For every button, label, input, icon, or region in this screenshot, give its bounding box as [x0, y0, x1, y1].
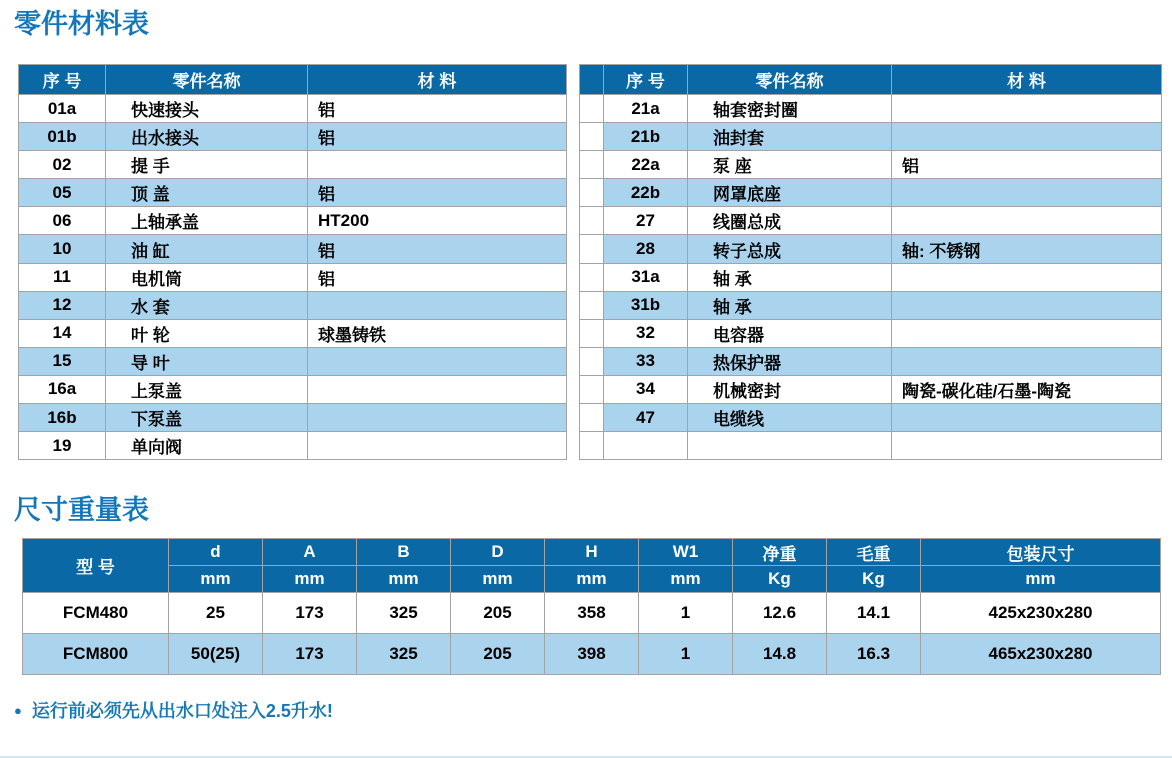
value-cell: 14.8 [733, 634, 827, 675]
serial-cell: 22a [604, 151, 688, 179]
serial-cell: 14 [19, 319, 106, 347]
value-cell: 173 [263, 634, 357, 675]
unit-a: mm [263, 566, 357, 593]
serial-cell: 06 [19, 207, 106, 235]
size-table-header-row-labels [23, 539, 1161, 566]
serial-cell [604, 432, 688, 460]
parts-row [19, 375, 567, 403]
spacer-cell [580, 432, 604, 460]
value-cell: 50(25) [169, 634, 263, 675]
size-table-title: 尺寸重量表 [14, 495, 149, 526]
part-name-cell: 电机筒 [106, 263, 308, 291]
serial-cell: 01b [19, 123, 106, 151]
material-cell [308, 432, 567, 460]
part-name-cell: 电容器 [688, 319, 892, 347]
material-cell [892, 95, 1162, 123]
parts-row [580, 319, 1162, 347]
part-name-cell: 网罩底座 [688, 179, 892, 207]
part-name-cell: 单向阀 [106, 432, 308, 460]
parts-row [19, 432, 567, 460]
part-name-cell: 水 套 [106, 291, 308, 319]
value-cell: 358 [545, 593, 639, 634]
model-column-header: 型 号 [23, 539, 169, 593]
spacer-cell [580, 151, 604, 179]
serial-cell: 05 [19, 179, 106, 207]
size-table-header-row-units [23, 566, 1161, 593]
part-name-cell: 轴套密封圈 [688, 95, 892, 123]
serial-cell: 11 [19, 263, 106, 291]
material-cell: 铝 [892, 151, 1162, 179]
model-cell: FCM480 [23, 593, 169, 634]
material-cell: 铝 [308, 123, 567, 151]
part-name-cell: 转子总成 [688, 235, 892, 263]
col-header-package-size: 包装尺寸 [921, 539, 1161, 566]
parts-row [580, 179, 1162, 207]
value-cell: 16.3 [827, 634, 921, 675]
note-text: 运行前必须先从出水口处注入2.5升水! [31, 701, 333, 722]
unit-net-weight: Kg [733, 566, 827, 593]
spacer-cell [580, 179, 604, 207]
value-cell: 425x230x280 [921, 593, 1161, 634]
spacer-cell [580, 347, 604, 375]
parts-row [580, 207, 1162, 235]
water-fill-warning-note [14, 697, 1172, 723]
serial-cell: 32 [604, 319, 688, 347]
serial-cell: 15 [19, 347, 106, 375]
part-name-cell: 轴 承 [688, 291, 892, 319]
col-header-dd: D [451, 539, 545, 566]
serial-cell: 21a [604, 95, 688, 123]
material-cell: 陶瓷-碳化硅/石墨-陶瓷 [892, 375, 1162, 403]
unit-h: mm [545, 566, 639, 593]
material-cell: 铝 [308, 263, 567, 291]
material-cell [308, 347, 567, 375]
part-name-column-header: 零件名称 [688, 65, 892, 95]
parts-table-right [579, 64, 1162, 460]
serial-cell: 33 [604, 347, 688, 375]
value-cell: 325 [357, 593, 451, 634]
material-cell [308, 291, 567, 319]
serial-cell: 31b [604, 291, 688, 319]
material-cell [892, 291, 1162, 319]
size-row [23, 634, 1161, 675]
part-name-cell: 机械密封 [688, 375, 892, 403]
value-cell: 205 [451, 634, 545, 675]
serial-cell: 31a [604, 263, 688, 291]
part-name-cell: 线圈总成 [688, 207, 892, 235]
value-cell: 325 [357, 634, 451, 675]
part-name-cell [688, 432, 892, 460]
parts-row [580, 347, 1162, 375]
value-cell: 12.6 [733, 593, 827, 634]
col-header-a: A [263, 539, 357, 566]
part-name-cell: 顶 盖 [106, 179, 308, 207]
parts-row [580, 123, 1162, 151]
part-name-cell: 下泵盖 [106, 404, 308, 432]
spacer-cell [580, 235, 604, 263]
parts-row [580, 375, 1162, 403]
spacer-cell [580, 375, 604, 403]
unit-package-size: mm [921, 566, 1161, 593]
parts-row [19, 151, 567, 179]
serial-cell: 01a [19, 95, 106, 123]
spacer-header-cell [580, 65, 604, 95]
parts-row [580, 95, 1162, 123]
spacer-cell [580, 263, 604, 291]
material-cell: 铝 [308, 179, 567, 207]
serial-cell: 19 [19, 432, 106, 460]
col-header-net-weight: 净重 [733, 539, 827, 566]
serial-cell: 02 [19, 151, 106, 179]
size-row [23, 593, 1161, 634]
serial-column-header: 序 号 [604, 65, 688, 95]
parts-row [580, 432, 1162, 460]
unit-b: mm [357, 566, 451, 593]
bullet-icon: ● [14, 702, 22, 718]
material-cell [892, 319, 1162, 347]
part-name-cell: 叶 轮 [106, 319, 308, 347]
value-cell: 1 [639, 634, 733, 675]
parts-row [580, 291, 1162, 319]
material-column-header: 材 料 [892, 65, 1162, 95]
unit-dd: mm [451, 566, 545, 593]
material-cell: HT200 [308, 207, 567, 235]
serial-cell: 28 [604, 235, 688, 263]
parts-row [19, 263, 567, 291]
serial-cell: 34 [604, 375, 688, 403]
serial-cell: 12 [19, 291, 106, 319]
value-cell: 173 [263, 593, 357, 634]
parts-row [580, 404, 1162, 432]
serial-cell: 47 [604, 404, 688, 432]
material-cell [308, 151, 567, 179]
spacer-cell [580, 123, 604, 151]
part-name-cell: 导 叶 [106, 347, 308, 375]
spacer-cell [580, 95, 604, 123]
material-cell [892, 179, 1162, 207]
part-name-column-header: 零件名称 [106, 65, 308, 95]
parts-row [580, 263, 1162, 291]
part-name-cell: 油封套 [688, 123, 892, 151]
serial-cell: 27 [604, 207, 688, 235]
col-header-d: d [169, 539, 263, 566]
material-cell: 铝 [308, 95, 567, 123]
col-header-h: H [545, 539, 639, 566]
spacer-cell [580, 291, 604, 319]
material-cell [892, 263, 1162, 291]
value-cell: 14.1 [827, 593, 921, 634]
parts-row [19, 347, 567, 375]
material-cell [892, 207, 1162, 235]
parts-row [580, 151, 1162, 179]
value-cell: 465x230x280 [921, 634, 1161, 675]
parts-row [19, 179, 567, 207]
material-cell [892, 432, 1162, 460]
part-name-cell: 提 手 [106, 151, 308, 179]
part-name-cell: 上轴承盖 [106, 207, 308, 235]
part-name-cell: 轴 承 [688, 263, 892, 291]
material-cell: 轴: 不锈钢 [892, 235, 1162, 263]
col-header-w1: W1 [639, 539, 733, 566]
part-name-cell: 泵 座 [688, 151, 892, 179]
serial-cell: 22b [604, 179, 688, 207]
parts-table-title: 零件材料表 [14, 9, 149, 39]
parts-row [580, 235, 1162, 263]
unit-d: mm [169, 566, 263, 593]
part-name-cell: 快速接头 [106, 95, 308, 123]
spacer-cell [580, 207, 604, 235]
parts-row [19, 95, 567, 123]
col-header-b: B [357, 539, 451, 566]
parts-row [19, 319, 567, 347]
parts-table-left-header-row [19, 65, 567, 95]
value-cell: 205 [451, 593, 545, 634]
spacer-cell [580, 404, 604, 432]
serial-cell: 16b [19, 404, 106, 432]
part-name-cell: 电缆线 [688, 404, 892, 432]
col-header-gross-weight: 毛重 [827, 539, 921, 566]
material-cell [892, 123, 1162, 151]
part-name-cell: 热保护器 [688, 347, 892, 375]
parts-row [19, 404, 567, 432]
serial-column-header: 序 号 [19, 65, 106, 95]
material-cell [308, 404, 567, 432]
parts-tables-section [18, 64, 1172, 460]
material-cell: 铝 [308, 235, 567, 263]
unit-gross-weight: Kg [827, 566, 921, 593]
parts-row [19, 207, 567, 235]
model-cell: FCM800 [23, 634, 169, 675]
parts-row [19, 291, 567, 319]
value-cell: 398 [545, 634, 639, 675]
value-cell: 1 [639, 593, 733, 634]
part-name-cell: 上泵盖 [106, 375, 308, 403]
parts-table-right-header-row [580, 65, 1162, 95]
material-cell: 球墨铸铁 [308, 319, 567, 347]
serial-cell: 10 [19, 235, 106, 263]
material-cell [308, 375, 567, 403]
material-cell [892, 404, 1162, 432]
parts-row [19, 123, 567, 151]
size-weight-table [22, 538, 1161, 675]
material-column-header: 材 料 [308, 65, 567, 95]
material-cell [892, 347, 1162, 375]
parts-row [19, 235, 567, 263]
part-name-cell: 油 缸 [106, 235, 308, 263]
unit-w1: mm [639, 566, 733, 593]
parts-table-left [18, 64, 567, 460]
serial-cell: 21b [604, 123, 688, 151]
spacer-cell [580, 319, 604, 347]
serial-cell: 16a [19, 375, 106, 403]
value-cell: 25 [169, 593, 263, 634]
part-name-cell: 出水接头 [106, 123, 308, 151]
